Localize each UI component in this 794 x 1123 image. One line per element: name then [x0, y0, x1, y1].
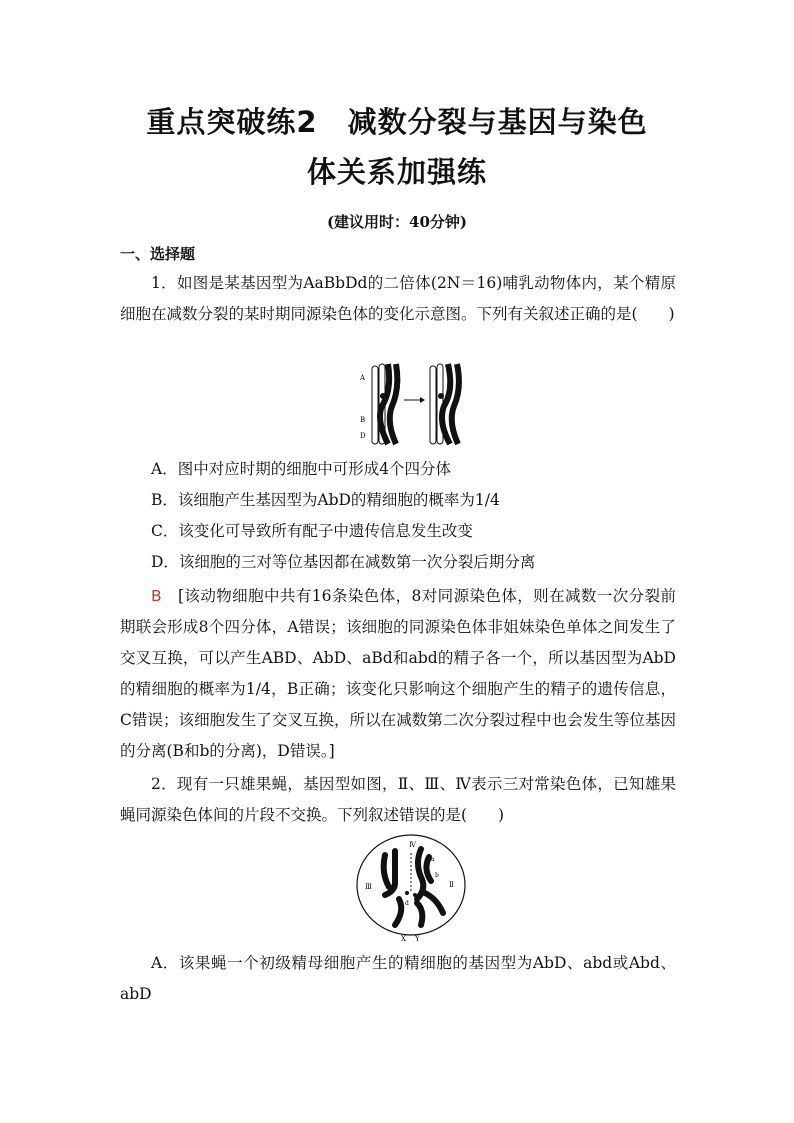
- q2-option-a: A．该果蝇一个初级精母细胞产生的精细胞的基因型为AbD、abd或Abd、abD: [120, 954, 676, 1003]
- q1-option-d: D．该细胞的三对等位基因都在减数第一次分裂后期分离: [151, 553, 536, 571]
- label-b: B: [360, 416, 366, 424]
- label-ii: Ⅱ: [449, 881, 454, 889]
- label-x: X: [401, 935, 406, 943]
- q1-option-c: C．该变化可导致所有配子中遗传信息发生改变: [151, 522, 473, 540]
- chromosome-crossover-figure: [358, 360, 470, 448]
- suggested-time: (建议用时：40分钟): [326, 213, 468, 231]
- label-a-gene: a: [431, 856, 435, 863]
- page-title-line1: 重点突破练2 减数分裂与基因与染色: [146, 105, 648, 139]
- question-1-stem: 1．如图是某基因型为AaBbDd的二倍体(2N＝16)哺乳动物体内，某个精原细胞在减数分裂的某时期同源染色体的变化示意图。下列有关叙述正确的是( ): [120, 274, 676, 323]
- label-b-gene: b: [435, 872, 439, 879]
- q1-option-a: A．图中对应时期的细胞中可形成4个四分体: [151, 460, 452, 478]
- section-heading: 一、选择题: [120, 245, 196, 263]
- page-title-line2: 体关系加强练: [306, 155, 487, 189]
- answer-letter: B: [151, 587, 162, 605]
- label-a: A: [360, 374, 366, 382]
- label-iii: Ⅲ: [365, 883, 372, 891]
- q1-answer-explanation: [120, 581, 676, 767]
- question-2-stem: 2．现有一只雄果蝇，基因型如图，Ⅱ、Ⅲ、Ⅳ表示三对常染色体，已知雄果蝇同源染色体间的片段不交换。下列叙述错误的是( ): [120, 775, 676, 824]
- label-y: Y: [415, 935, 420, 943]
- explanation-text: [该动物细胞中共有16条染色体，8对同源染色体，则在减数一次分裂前期联会形成8个四分体，A错误；该细胞的同源染色体非姐妹染色单体之间发生了交叉互换，可以产生ABD、AbD、aBd和abd的精子各一个，所以基因型为AbD的精细胞的概率为1/4，B正确；该变化只影响这个细胞产生的精子的遗传信息，C错误；该细胞发生了交叉互换，所以在减数第二次分裂过程中也会发生等位基因的分离(B和b的分离)，D错误。]: [120, 587, 676, 760]
- q1-option-b: B．该细胞产生基因型为AbD的精细胞的概率为1/4: [151, 491, 500, 509]
- fruitfly-karyotype-figure: [355, 833, 467, 943]
- label-d: D: [360, 432, 366, 440]
- label-iv: Ⅳ: [409, 841, 416, 849]
- label-d-gene: d: [405, 900, 409, 907]
